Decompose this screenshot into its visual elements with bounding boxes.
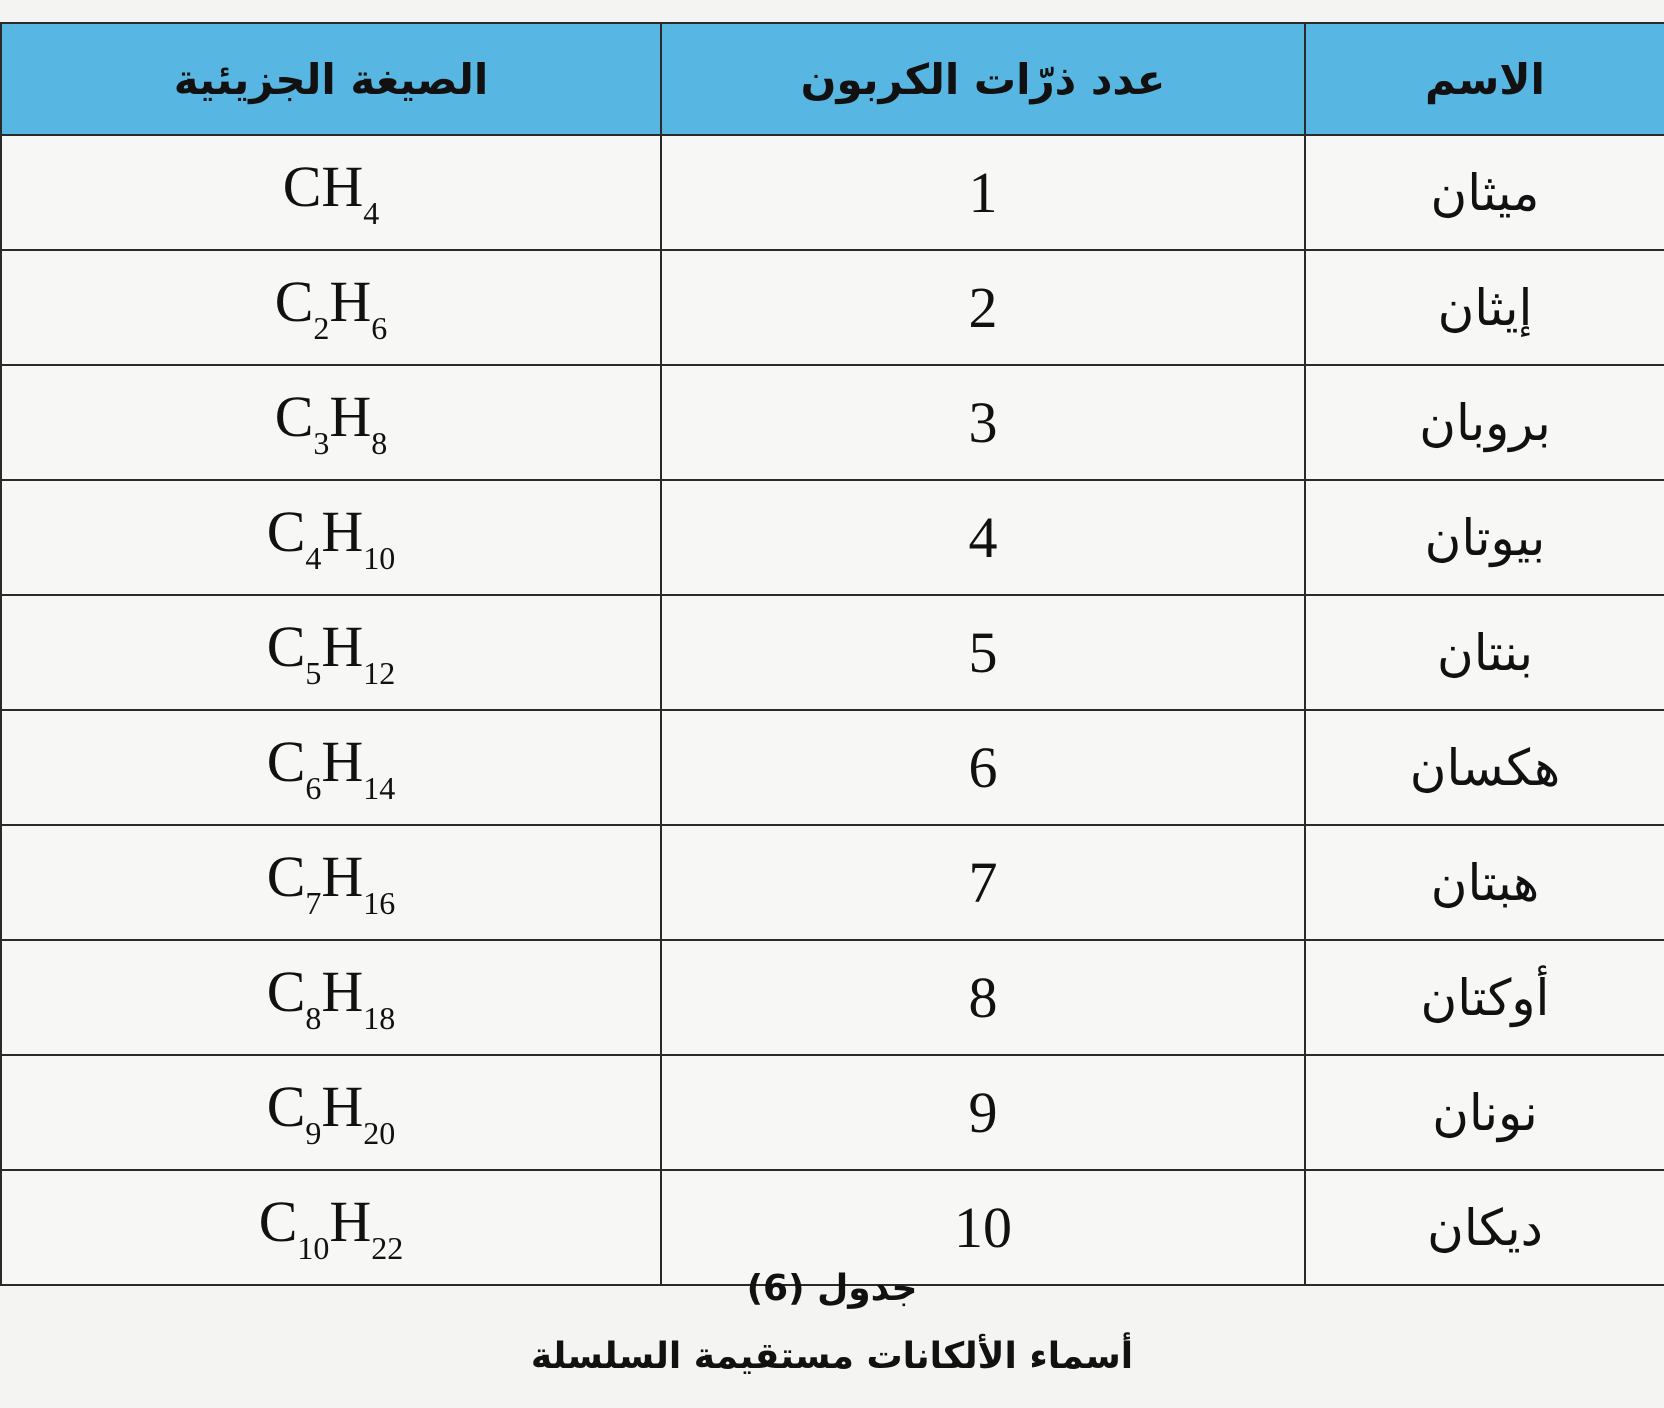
- carbon-subscript: 6: [305, 770, 322, 806]
- hydrogen-symbol: H: [321, 154, 364, 219]
- table-body: [1, 135, 1664, 1285]
- alkane-name-cell: هكسان: [1305, 710, 1664, 825]
- formula-cell: [1, 825, 661, 940]
- formula-cell: [1, 710, 661, 825]
- table-row: [1, 825, 1664, 940]
- hydrogen-symbol: H: [329, 1189, 372, 1254]
- hydrogen-subscript: 20: [363, 1115, 396, 1151]
- carbon-count-cell: 2: [661, 250, 1305, 365]
- table-caption-subtitle: أسماء الألكانات مستقيمة السلسلة: [530, 1336, 1134, 1377]
- carbon-count-cell: 5: [661, 595, 1305, 710]
- alkane-name-cell: هبتان: [1305, 825, 1664, 940]
- carbon-symbol: C: [274, 384, 314, 449]
- carbon-subscript: 5: [305, 655, 322, 691]
- alkane-name-cell: ميثان: [1305, 135, 1664, 250]
- hydrogen-subscript: 10: [363, 540, 396, 576]
- alkane-name-cell: بيوتان: [1305, 480, 1664, 595]
- alkane-name-cell: نونان: [1305, 1055, 1664, 1170]
- header-name: الاسم: [1305, 23, 1664, 135]
- carbon-symbol: C: [282, 154, 322, 219]
- hydrogen-subscript: 6: [371, 310, 388, 346]
- table-row: [1, 480, 1664, 595]
- carbon-symbol: C: [266, 844, 306, 909]
- table-row: [1, 595, 1664, 710]
- hydrogen-subscript: 4: [363, 195, 380, 231]
- carbon-symbol: C: [266, 1074, 306, 1139]
- header-formula: الصيغة الجزيئية: [1, 23, 661, 135]
- carbon-count-cell: 1: [661, 135, 1305, 250]
- carbon-count-cell: 8: [661, 940, 1305, 1055]
- alkane-name-cell: بنتان: [1305, 595, 1664, 710]
- carbon-symbol: C: [266, 499, 306, 564]
- carbon-count-cell: 3: [661, 365, 1305, 480]
- alkane-name-cell: ديكان: [1305, 1170, 1664, 1285]
- hydrogen-symbol: H: [329, 269, 372, 334]
- hydrogen-symbol: H: [321, 729, 364, 794]
- carbon-subscript: 4: [305, 540, 322, 576]
- hydrogen-subscript: 22: [371, 1230, 404, 1266]
- formula-cell: [1, 480, 661, 595]
- carbon-count-cell: 9: [661, 1055, 1305, 1170]
- carbon-subscript: 8: [305, 1000, 322, 1036]
- table-row: [1, 710, 1664, 825]
- carbon-symbol: C: [266, 959, 306, 1024]
- hydrogen-symbol: H: [329, 384, 372, 449]
- carbon-subscript: 7: [305, 885, 322, 921]
- carbon-symbol: C: [266, 729, 306, 794]
- hydrogen-subscript: 16: [363, 885, 396, 921]
- formula-cell: [1, 1055, 661, 1170]
- hydrogen-symbol: H: [321, 844, 364, 909]
- hydrogen-subscript: 8: [371, 425, 388, 461]
- carbon-subscript: 10: [297, 1230, 330, 1266]
- formula-cell: [1, 595, 661, 710]
- carbon-symbol: C: [274, 269, 314, 334]
- carbon-subscript: 3: [313, 425, 330, 461]
- carbon-count-cell: 6: [661, 710, 1305, 825]
- alkanes-table-container: [0, 22, 1664, 1280]
- alkanes-table: [0, 22, 1664, 1286]
- formula-cell: [1, 940, 661, 1055]
- alkane-name-cell: بروبان: [1305, 365, 1664, 480]
- hydrogen-subscript: 18: [363, 1000, 396, 1036]
- header-carbon-count: عدد ذرّات الكربون: [661, 23, 1305, 135]
- table-row: [1, 940, 1664, 1055]
- hydrogen-subscript: 12: [363, 655, 396, 691]
- carbon-subscript: 9: [305, 1115, 322, 1151]
- hydrogen-symbol: H: [321, 959, 364, 1024]
- table-row: [1, 250, 1664, 365]
- formula-cell: [1, 250, 661, 365]
- table-caption-title: جدول (6): [746, 1268, 918, 1309]
- carbon-count-cell: 7: [661, 825, 1305, 940]
- alkane-name-cell: إيثان: [1305, 250, 1664, 365]
- hydrogen-subscript: 14: [363, 770, 396, 806]
- table-row: [1, 135, 1664, 250]
- carbon-subscript: 2: [313, 310, 330, 346]
- carbon-symbol: C: [258, 1189, 298, 1254]
- carbon-symbol: C: [266, 614, 306, 679]
- table-header-row: [1, 23, 1664, 135]
- carbon-count-cell: 10: [661, 1170, 1305, 1285]
- hydrogen-symbol: H: [321, 499, 364, 564]
- table-row: [1, 1055, 1664, 1170]
- carbon-count-cell: 4: [661, 480, 1305, 595]
- table-row: [1, 365, 1664, 480]
- hydrogen-symbol: H: [321, 1074, 364, 1139]
- hydrogen-symbol: H: [321, 614, 364, 679]
- alkane-name-cell: أوكتان: [1305, 940, 1664, 1055]
- formula-cell: [1, 365, 661, 480]
- formula-cell: [1, 135, 661, 250]
